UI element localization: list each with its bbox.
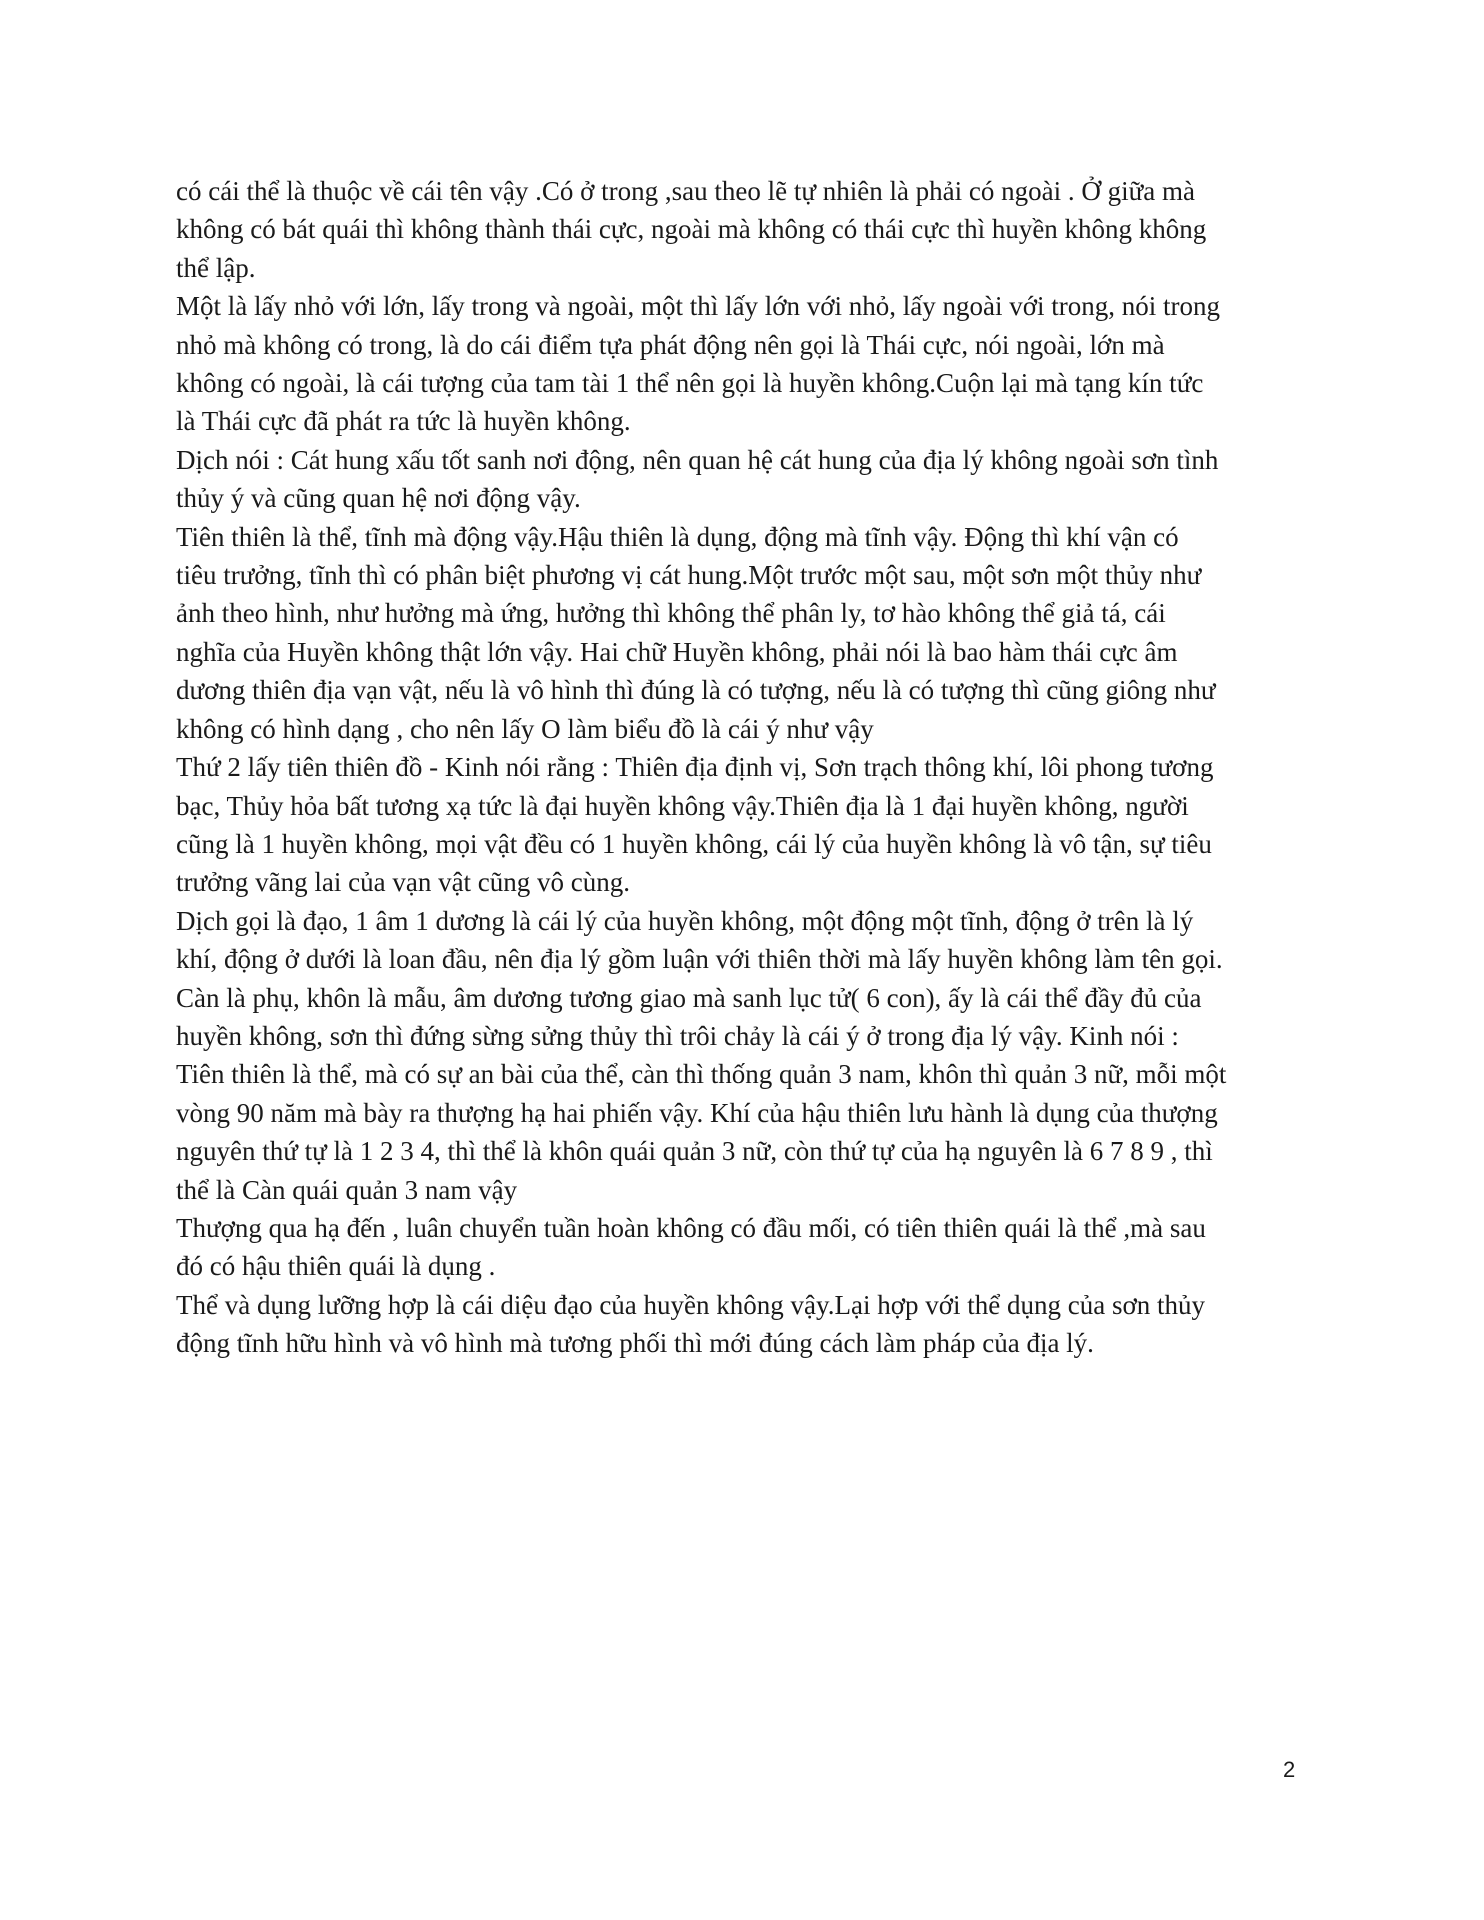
page-number: 2 [1283, 1757, 1296, 1782]
body-text [176, 172, 1316, 1363]
text-line: Càn là phụ, khôn là mẫu, âm dương tương giao mà sanh lục tử( 6 con), ấy là cái thể đầy đủ của [176, 982, 1202, 1013]
text-line: nguyên thứ tự là 1 2 3 4, thì thể là khôn quái quản 3 nữ, còn thứ tự của hạ nguyên là 6 7 8 9 , thì [176, 1136, 1213, 1167]
text-line: Thể và dụng lưỡng hợp là cái diệu đạo của huyền không vậy.Lại hợp với thể dụng của sơn thủy [176, 1289, 1206, 1320]
text-line: có cái thể là thuộc về cái tên vậy .Có ở trong ,sau theo lẽ tự nhiên là phải có ngoài . Ở giữa mà [176, 176, 1195, 206]
text-line: Dịch gọi là đạo, 1 âm 1 dương là cái lý của huyền không, một động một tĩnh, động ở trên là lý [176, 905, 1194, 936]
text-line: Thượng qua hạ đến , luân chuyển tuần hoàn không có đầu mối, có tiên thiên quái là thể ,mà sau [176, 1212, 1206, 1243]
text-line: đó có hậu thiên quái là dụng . [176, 1251, 496, 1282]
text-line: cũng là 1 huyền không, mọi vật đều có 1 huyền không, cái lý của huyền không là vô tận, sự tiêu [176, 828, 1212, 859]
text-line: khí, động ở dưới là loan đầu, nên địa lý gồm luận với thiên thời mà lấy huyền không làm tên gọi. [176, 944, 1223, 975]
text-line: không có hình dạng , cho nên lấy O làm biểu đồ là cái ý như vậy [176, 713, 874, 744]
text-line: Thứ 2 lấy tiên thiên đồ - Kinh nói rằng : Thiên địa định vị, Sơn trạch thông khí, lôi phong tương [176, 752, 1214, 783]
text-line: không có bát quái thì không thành thái cực, ngoài mà không có thái cực thì huyền không không [176, 214, 1207, 245]
text-line: nhỏ mà không có trong, là do cái điểm tựa phát động nên gọi là Thái cực, nói ngoài, lớn mà [176, 329, 1165, 360]
text-line: tiêu trưởng, tĩnh thì có phân biệt phương vị cát hung.Một trước một sau, một sơn một thủy như [176, 560, 1202, 591]
text-line: vòng 90 năm mà bày ra thượng hạ hai phiến vậy. Khí của hậu thiên lưu hành là dụng của thượng [176, 1097, 1218, 1128]
text-line: là Thái cực đã phát ra tức là huyền không. [176, 406, 631, 437]
text-line: thể lập. [176, 252, 256, 283]
text-line: không có ngoài, là cái tượng của tam tài 1 thể nên gọi là huyền không.Cuộn lại mà tạng kín tức [176, 368, 1204, 399]
text-line: bạc, Thủy hỏa bất tương xạ tức là đại huyền không vậy.Thiên địa là 1 đại huyền không, người [176, 790, 1189, 821]
text-line: trưởng vãng lai của vạn vật cũng vô cùng. [176, 867, 631, 898]
text-line: thể là Càn quái quản 3 nam vậy [176, 1174, 518, 1205]
text-line: Tiên thiên là thể, tĩnh mà động vậy.Hậu thiên là dụng, động mà tĩnh vậy. Động thì khí vận có [176, 521, 1179, 552]
text-line: thủy ý và cũng quan hệ nơi động vậy. [176, 483, 581, 514]
text-line: huyền không, sơn thì đứng sừng sửng thủy thì trôi chảy là cái ý ở trong địa lý vậy. Kinh nói : [176, 1020, 1179, 1051]
text-line: dương thiên địa vạn vật, nếu là vô hình thì đúng là có tượng, nếu là có tượng thì cũng giông như [176, 675, 1216, 706]
text-line: động tĩnh hữu hình và vô hình mà tương phối thì mới đúng cách làm pháp của địa lý. [176, 1328, 1094, 1359]
text-line: Một là lấy nhỏ với lớn, lấy trong và ngoài, một thì lấy lớn với nhỏ, lấy ngoài với trong, nói trong [176, 291, 1221, 322]
text-line: Dịch nói : Cát hung xấu tốt sanh nơi động, nên quan hệ cát hung của địa lý không ngoài sơn tình [176, 444, 1219, 475]
text-line: Tiên thiên là thể, mà có sự an bài của thể, càn thì thống quản 3 nam, khôn thì quản 3 nữ, mỗi một [176, 1059, 1227, 1090]
text-line: ảnh theo hình, như hưởng mà ứng, hưởng thì không thể phân ly, tơ hào không thể giả tá, cái [176, 598, 1166, 629]
text-line: nghĩa của Huyền không thật lớn vậy. Hai chữ Huyền không, phải nói là bao hàm thái cực âm [176, 636, 1178, 667]
